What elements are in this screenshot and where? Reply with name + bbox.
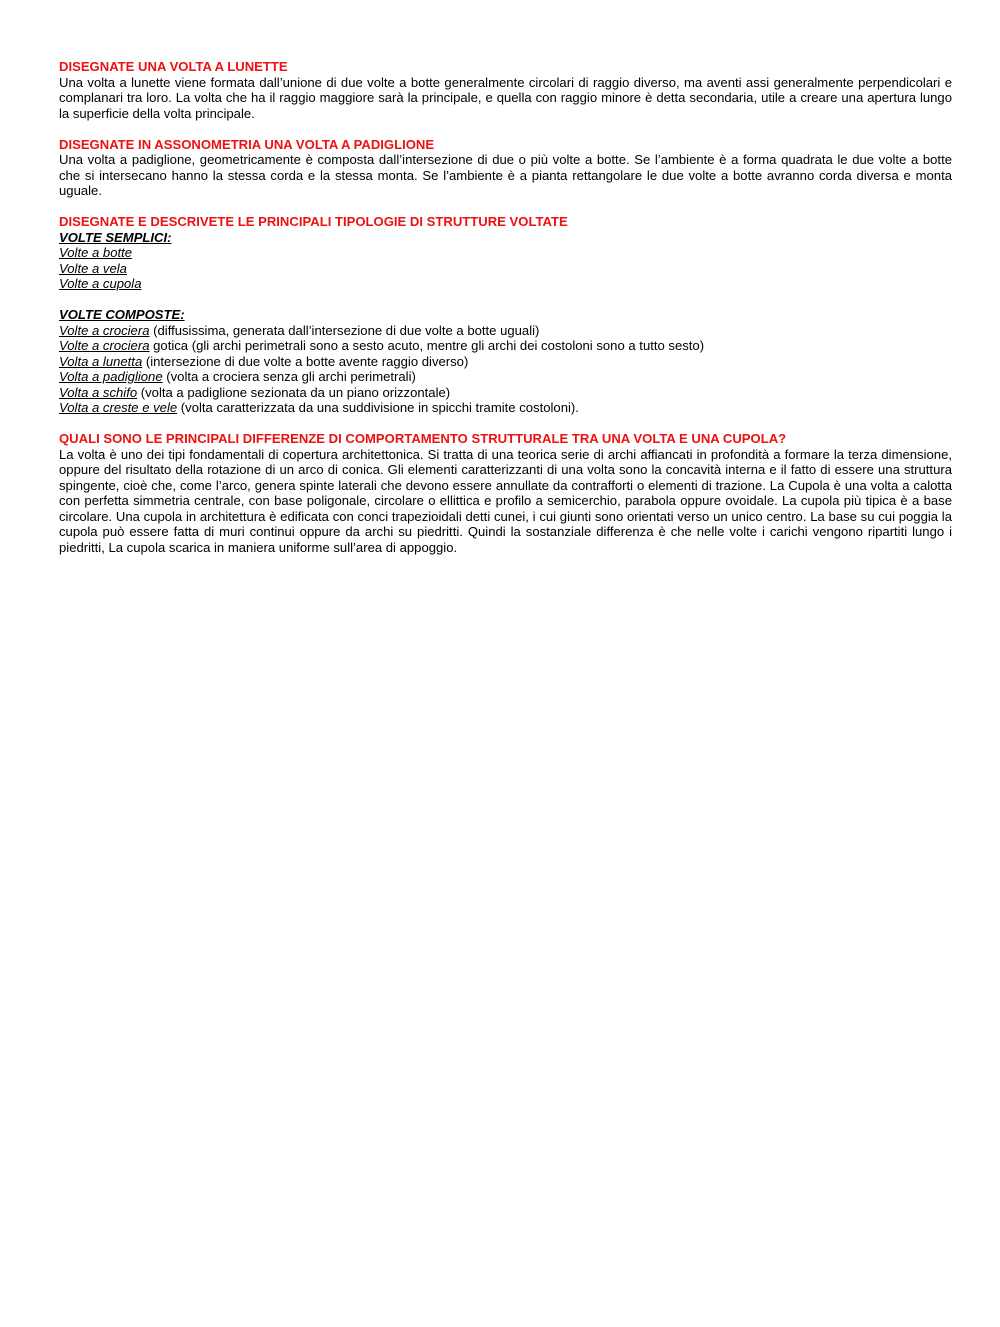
list-item (59, 400, 952, 416)
section-tipologie-strutture (59, 214, 952, 416)
list-item-description: (volta a padiglione sezionata da un piano orizzontale) (137, 384, 451, 400)
list-item (59, 338, 952, 354)
section-volta-padiglione (59, 137, 952, 199)
list-item (59, 369, 952, 385)
section-body: Una volta a lunette viene formata dall’unione di due volte a botte generalmente circolari di raggio diverso, ma aventi assi generalmente perpendicolari e complanari tra loro. La volta che ha il raggio maggiore sarà la principale, e quella con raggio minore è detta secondaria, utile a creare una apertura lungo la superficie della volta principale. (59, 74, 952, 121)
list-item-term: Volte a crociera (59, 322, 150, 338)
list-item-description: gotica (gli archi perimetrali sono a sesto acuto, mentre gli archi dei costoloni sono a tutto sesto) (149, 338, 705, 353)
list-item (59, 323, 952, 339)
subheading-volte-semplici: VOLTE SEMPLICI: (59, 229, 172, 245)
list-item-term: Volta a schifo (59, 384, 138, 400)
section-body: La volta è uno dei tipi fondamentali di copertura architettonica. Si tratta di una teorica serie di archi affiancati in profondità a formare la terza dimensione, oppure del risultato della rotazione di un arco di conica. Gli elementi caratterizzanti di una volta sono la concavità interna e il fatto di essere una struttura spingente, cioè che, come l’arco, genera spinte laterali che devono essere annullate da contrafforti o elementi di trazione. La Cupola è una volta a calotta con perfetta simmetria centrale, con base poligonale, circolare o ellittica e profilo a semicerchio, parabola oppure ovoidale. La cupola più tipica è a base circolare. Una cupola in architettura è edificata con conci trapezioidali detti cunei, i cui giunti sono orientati verso un unico centro. La base su cui poggia la cupola può essere fatta di muri continui oppure da archi su piedritti. Quindi la sostanziale differenza è che nelle volte i carichi vengono ripartiti lungo i piedritti, La cupola scarica in maniera uniforme sull’area di appoggio. (59, 446, 952, 555)
list-item (59, 245, 952, 261)
list-item-description: (volta a crociera senza gli archi perimetrali) (162, 369, 416, 384)
section-heading: DISEGNATE IN ASSONOMETRIA UNA VOLTA A PADIGLIONE (59, 136, 435, 152)
section-differenze-volta-cupola (59, 431, 952, 555)
list-item (59, 385, 952, 401)
section-volta-lunette (59, 59, 952, 121)
section-heading: DISEGNATE UNA VOLTA A LUNETTE (59, 59, 288, 74)
list-item-term: Volta a lunetta (59, 353, 143, 369)
list-item-term: Volta a padiglione (59, 369, 163, 384)
list-item (59, 261, 952, 277)
list-item-term: Volta a creste e vele (59, 400, 178, 415)
list-item-term: Volte a crociera (59, 338, 150, 353)
section-heading: DISEGNATE E DESCRIVETE LE PRINCIPALI TIPOLOGIE DI STRUTTURE VOLTATE (59, 214, 568, 229)
list-item (59, 276, 952, 292)
list-item-term: Volte a vela (59, 260, 127, 276)
document-page (59, 59, 952, 571)
section-heading: QUALI SONO LE PRINCIPALI DIFFERENZE DI COMPORTAMENTO STRUTTURALE TRA UNA VOLTA E UNA CUPOLA? (59, 431, 787, 446)
spacer (59, 292, 952, 308)
section-body: Una volta a padiglione, geometricamente è composta dall’intersezione di due o più volte a botte. Se l’ambiente è a forma quadrata le due volte a botte che si intersecano hanno la stessa corda e la stessa monta. Se l’ambiente è a pianta rettangolare le due volte a botte avranno corda diversa e monta uguale. (59, 152, 952, 198)
list-item (59, 354, 952, 370)
list-item-description: (diffusissima, generata dall’intersezione di due volte a botte uguali) (149, 322, 540, 338)
list-item-description: (volta caratterizzata da una suddivisione in spicchi tramite costoloni). (177, 400, 579, 415)
list-item-term: Volte a botte (59, 245, 133, 260)
list-item-term: Volte a cupola (59, 276, 142, 291)
list-item-description: (intersezione di due volte a botte avente raggio diverso) (142, 353, 469, 369)
subheading-volte-composte: VOLTE COMPOSTE: (59, 307, 185, 322)
